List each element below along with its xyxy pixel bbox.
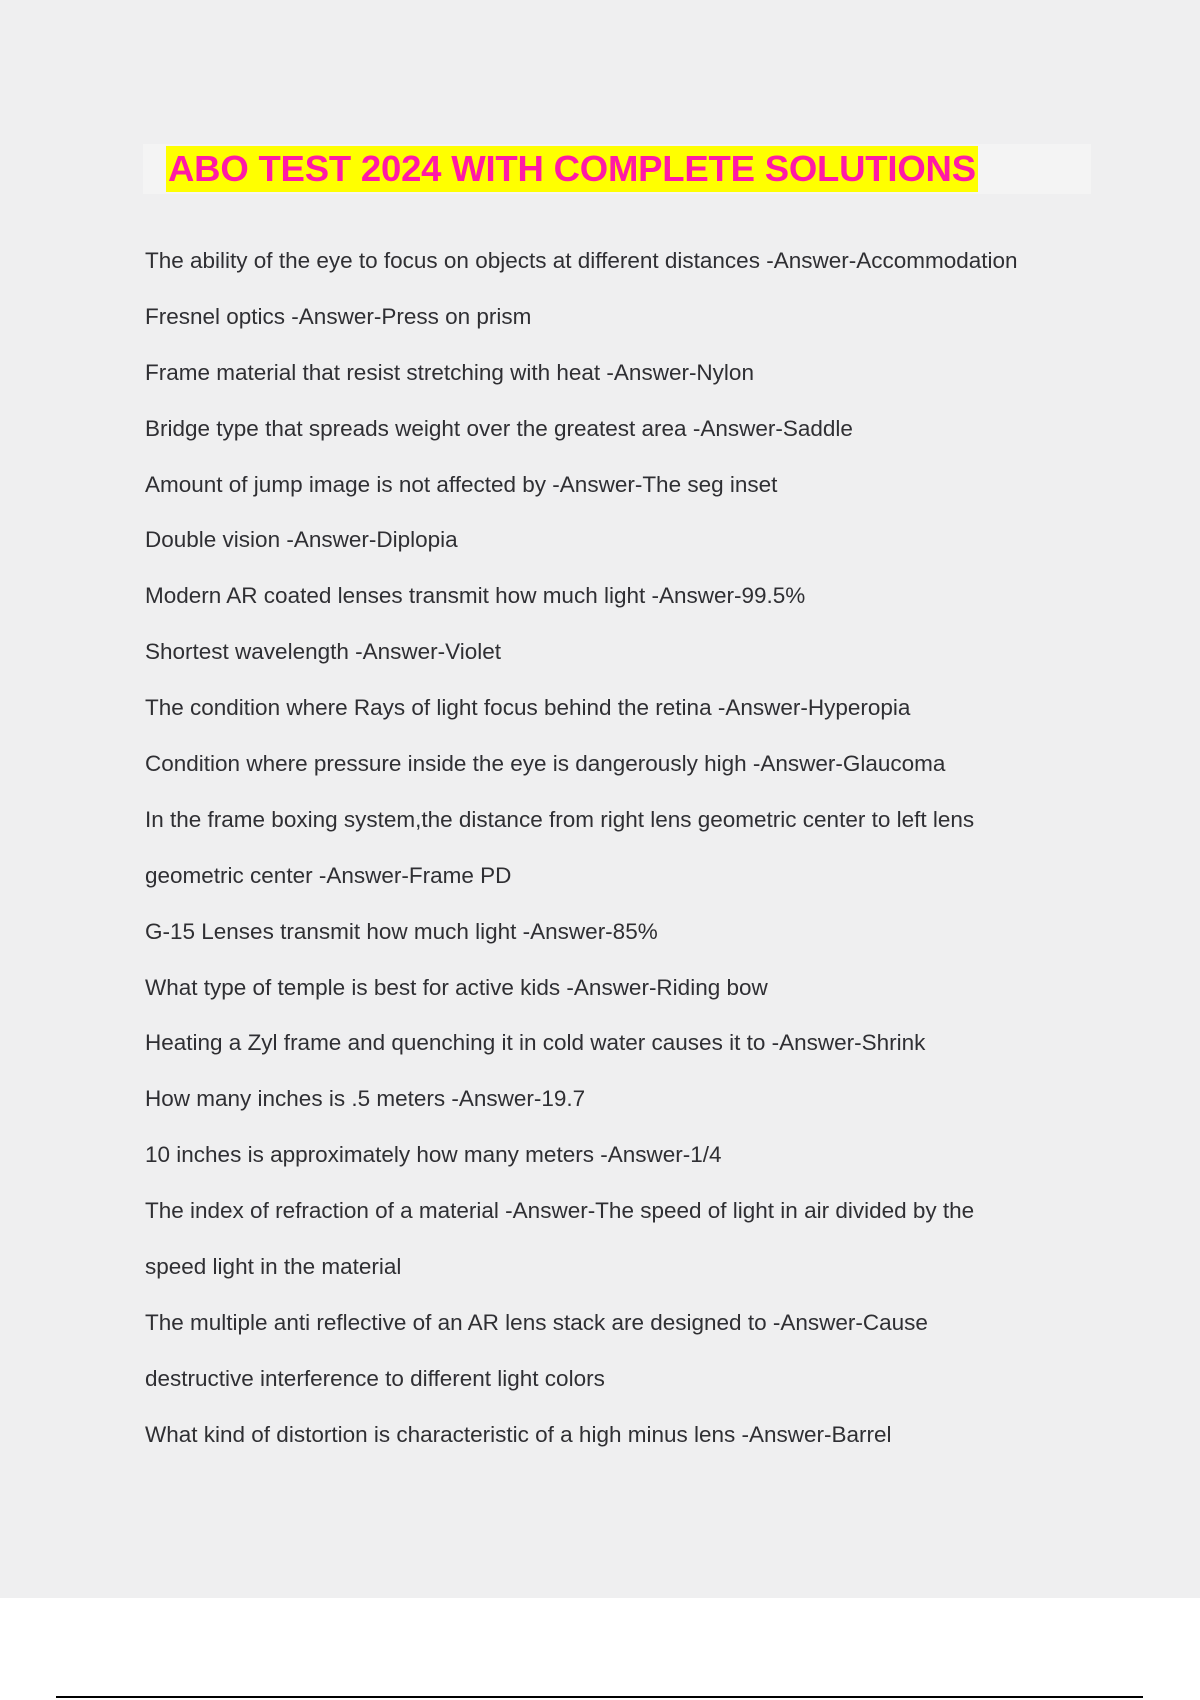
qa-line: Double vision -Answer-Diplopia — [145, 527, 458, 553]
qa-line: geometric center -Answer-Frame PD — [145, 862, 512, 888]
qa-line: Modern AR coated lenses transmit how much light -Answer-99.5% — [145, 583, 806, 609]
qa-line: Frame material that resist stretching with heat -Answer-Nylon — [145, 359, 754, 385]
qa-line: How many inches is .5 meters -Answer-19.7 — [145, 1086, 586, 1112]
qa-line: G-15 Lenses transmit how much light -Answer-85% — [145, 918, 658, 944]
qa-line: What type of temple is best for active kids -Answer-Riding bow — [145, 974, 768, 1000]
qa-line: The index of refraction of a material -Answer-The speed of light in air divided by the — [145, 1198, 975, 1224]
qa-line: Heating a Zyl frame and quenching it in cold water causes it to -Answer-Shrink — [145, 1030, 926, 1056]
qa-line: What kind of distortion is characteristic of a high minus lens -Answer-Barrel — [145, 1421, 892, 1447]
question-answer-list — [145, 243, 1105, 1473]
qa-line: destructive interference to different light colors — [145, 1365, 605, 1391]
qa-line: In the frame boxing system,the distance from right lens geometric center to left lens — [145, 806, 975, 832]
qa-line: Fresnel optics -Answer-Press on prism — [145, 303, 532, 329]
qa-line: The multiple anti reflective of an AR lens stack are designed to -Answer-Cause — [145, 1309, 928, 1335]
qa-line: Amount of jump image is not affected by -Answer-The seg inset — [145, 471, 778, 497]
qa-line: 10 inches is approximately how many meters -Answer-1/4 — [145, 1142, 722, 1168]
qa-line: Bridge type that spreads weight over the greatest area -Answer-Saddle — [145, 415, 853, 441]
qa-line: Shortest wavelength -Answer-Violet — [145, 639, 502, 665]
document-title: ABO TEST 2024 WITH COMPLETE SOLUTIONS — [166, 146, 978, 192]
qa-line: speed light in the material — [145, 1254, 402, 1280]
qa-line: Condition where pressure inside the eye is dangerously high -Answer-Glaucoma — [145, 751, 946, 777]
qa-line: The ability of the eye to focus on objects at different distances -Answer-Accommodation — [145, 248, 1018, 273]
footer-divider — [56, 1696, 1143, 1698]
qa-line: The condition where Rays of light focus behind the retina -Answer-Hyperopia — [145, 695, 911, 721]
